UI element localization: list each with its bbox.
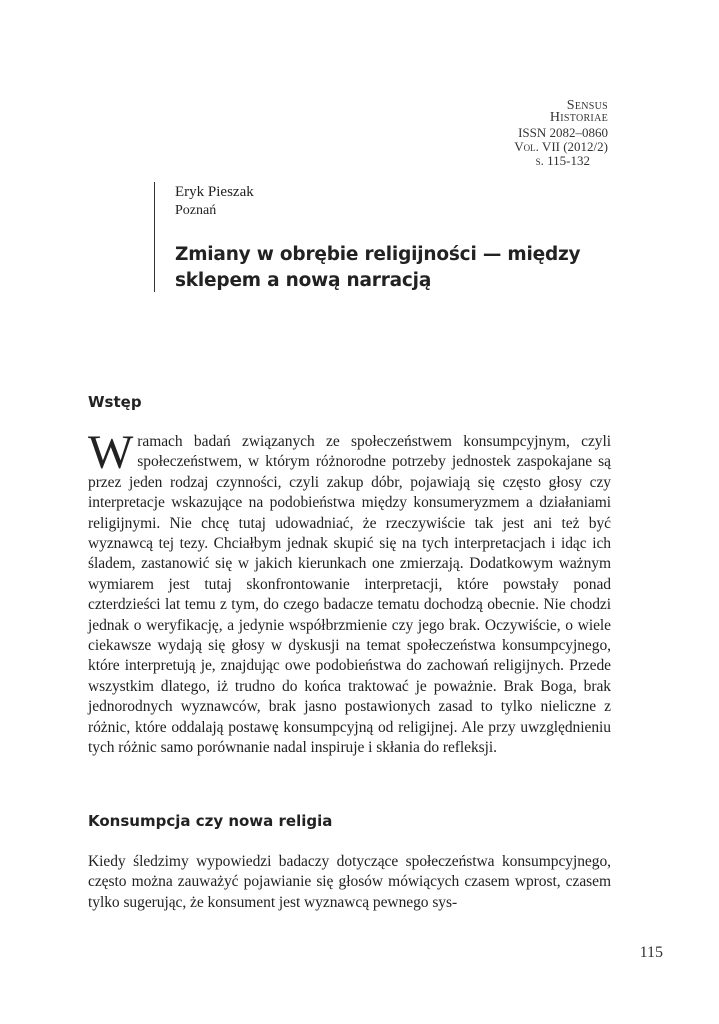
journal-pages: s. 115-132 — [535, 153, 590, 168]
section-heading-consumption: Konsumpcja czy nowa religia — [88, 812, 333, 830]
introduction-text: ramach badań związanych ze społeczeństwem konsumpcyjnym, czyli społeczeństwem, w którym różnorodne potrzeby jednostek zaspokajane są przez jeden rodzaj czynności, czyli zakup dóbr, pojawiają się często głosy czy interpretacje wskazujące na podobieństwa między konsumeryzmem a działaniami religijnymi. Nie chcę tutaj udowadniać, że rzeczywiście tak jest ani też być wyznawcą tej tezy. Chciałbym jednak skupić się na tych interpretacjach i idąc ich śladem, zastanowić się w jakich kierunkach one zmierzają. Dodatkowym ważnym wymiarem jest tutaj skonfrontowanie interpretacji, które powstały ponad czterdzieści lat temu z tym, do czego badacze tematu dochodzą obecnie. Nie chodzi jednak o weryfikację, a jedynie współbrzmienie czy jego brak. Oczywiście, o wiele ciekawsze wydają się głosy w dyskusji na temat społeczeństwa konsumpcyjnego, które interpretują je, znajdując owe podobieństwa do zachowań religijnych. Przede wszystkim dlatego, iż trudno do końca traktować je poważnie. Brak Boga, brak jednorodnych wyznawców, brak jasno postawionych zasad to tylko nieliczne z różnic, które oddalają postawę konsumpcyjną od religijnej. Ale przy uwzględnieniu tych różnic samo porównanie nadal inspiruje i skłania do refleksji. — [88, 433, 611, 757]
article-header — [154, 182, 614, 292]
consumption-paragraph: Kiedy śledzimy wypowiedzi badaczy dotyczące społeczeństwa konsumpcyjnego, często można zauważyć pojawianie się głosów mówiących czasem wprost, czasem tylko sugerując, że konsument jest wyznawcą pewnego sys- — [88, 853, 611, 911]
author-affiliation: Poznań — [175, 203, 217, 218]
journal-volume: Vol. VII (2012/2) — [514, 139, 608, 154]
section-heading-introduction: Wstęp — [88, 393, 142, 411]
author-name: Eryk Pieszak — [175, 184, 254, 200]
drop-cap: W — [88, 426, 134, 479]
journal-title-line1: Sensus — [566, 98, 608, 113]
journal-info — [514, 100, 608, 168]
journal-title-line2: Historiae — [549, 110, 608, 125]
introduction-paragraph — [88, 426, 611, 759]
journal-issn: ISSN 2082–0860 — [518, 125, 608, 140]
article-title: Zmiany w obrębie religijności — między sklepem a nową narracją — [175, 244, 581, 291]
page-number: 115 — [639, 944, 663, 961]
